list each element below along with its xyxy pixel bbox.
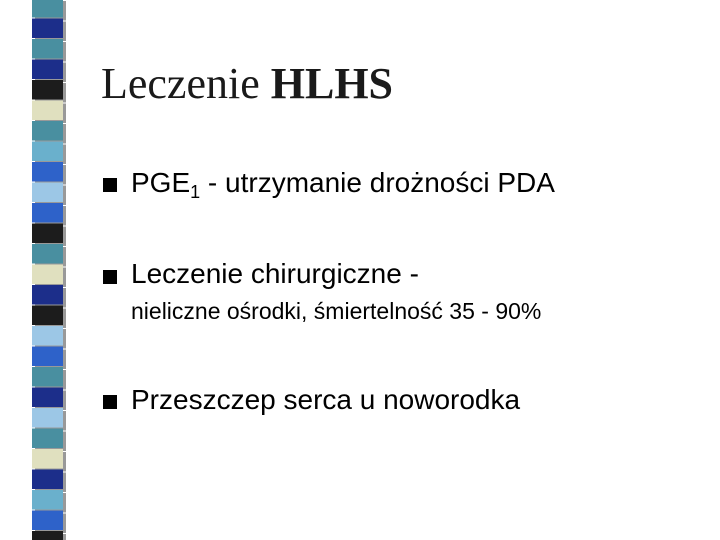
stripe-block <box>32 101 63 121</box>
square-bullet-icon <box>103 395 117 409</box>
bullet-item-pge <box>131 166 555 200</box>
bullet-pge-subscript: 1 <box>190 182 201 202</box>
bullet-item-surgery-detail: nieliczne ośrodki, śmiertelność 35 - 90% <box>131 298 542 324</box>
stripe-block <box>32 306 63 326</box>
stripe-block <box>32 142 63 162</box>
stripe-block <box>32 244 63 264</box>
stripe-block <box>32 531 63 540</box>
stripe-block <box>32 429 63 449</box>
stripe-block <box>32 203 63 223</box>
stripe-block <box>32 39 63 59</box>
bullet-item-surgery: Leczenie chirurgiczne - <box>131 258 419 289</box>
slide-title <box>101 56 393 112</box>
stripe-block <box>32 470 63 490</box>
stripe-block <box>32 19 63 39</box>
title-prefix: Leczenie <box>101 59 271 108</box>
stripe-block <box>32 388 63 408</box>
stripe-block <box>32 224 63 244</box>
stripe-block <box>32 162 63 182</box>
bullet-item-transplant: Przeszczep serca u noworodka <box>131 384 521 415</box>
stripe-block <box>32 60 63 80</box>
stripe-block <box>32 408 63 428</box>
stripe-block <box>32 449 63 469</box>
stripe-block <box>32 511 63 531</box>
title-acronym: HLHS <box>270 59 394 108</box>
stripe-block <box>32 265 63 285</box>
square-bullet-icon <box>103 270 117 284</box>
bullet-pge-text: PGE <box>131 167 191 198</box>
bullet-pge-rest: - utrzymanie drożności PDA <box>200 167 555 198</box>
stripe-block <box>32 183 63 203</box>
stripe-block <box>32 80 63 100</box>
stripe-block <box>32 285 63 305</box>
stripe-block <box>32 490 63 510</box>
stripe-block <box>32 0 63 18</box>
stripe-block <box>32 367 63 387</box>
stripe-block <box>32 326 63 346</box>
stripe-block <box>32 121 63 141</box>
stripe-block <box>32 347 63 367</box>
square-bullet-icon <box>103 178 117 192</box>
